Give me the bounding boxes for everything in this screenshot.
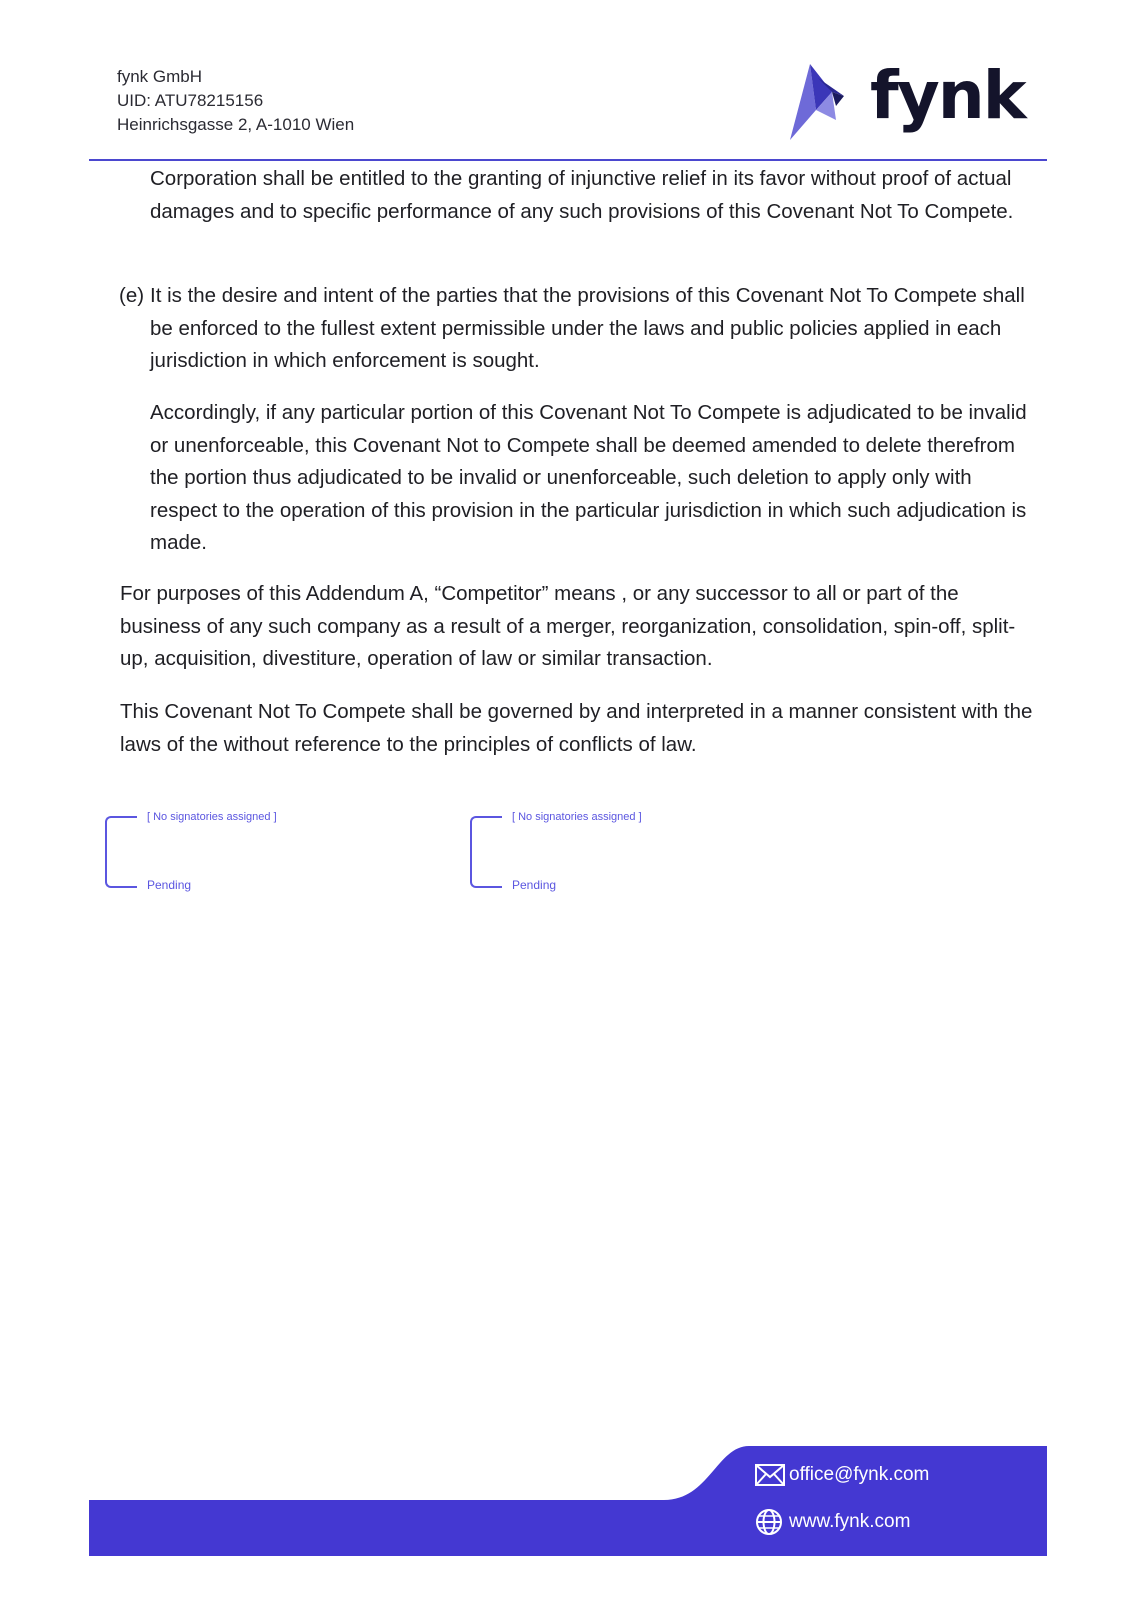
email-text: office@fynk.com <box>789 1464 930 1485</box>
paragraph-e-marker: (e) <box>119 284 145 307</box>
paragraph-e-text: It is the desire and intent of the parties that the provisions of this Covenant Not To Compete shall be enforced to the fullest extent permissible under the laws and public policies applied in each jurisdiction in which enforcement is sought. <box>150 284 1025 372</box>
signatory-label: [ No signatories assigned ] <box>512 811 642 823</box>
fynk-logo <box>808 57 1025 142</box>
signature-status: Pending <box>147 878 192 892</box>
globe-icon <box>755 1508 783 1536</box>
envelope-icon <box>755 1464 785 1486</box>
paragraph-d-continued: Corporation shall be entitled to the granting of injunctive relief in its favor without proof of actual damages and to specific performance of any such provisions of this Covenant Not To Compete. <box>150 167 1014 223</box>
website-text: www.fynk.com <box>789 1511 911 1532</box>
paragraph-e-accordingly: Accordingly, if any particular portion of this Covenant Not To Compete is adjudicated to be invalid or unenforceable, this Covenant Not to Compete shall be deemed amended to delete therefrom the portion thus adjudicated to be invalid or unenforceable, such deletion to apply only with respect to the operation of this provision in the particular jurisdiction in which such adjudication is made. <box>150 401 1027 554</box>
footer-email[interactable] <box>755 1464 929 1486</box>
company-address: Heinrichsgasse 2, A-1010 Wien <box>117 115 355 134</box>
logo-wordmark: fynk <box>870 57 1025 134</box>
company-uid: UID: ATU78215156 <box>117 91 264 110</box>
signatory-label: [ No signatories assigned ] <box>147 811 277 823</box>
signature-status: Pending <box>512 878 557 892</box>
paragraph-competitor: For purposes of this Addendum A, “Competitor” means , or any successor to all or part of the business of any such company as a result of a merger, reorganization, consolidation, spin-off, split-up, acquisition, divestiture, operation of law or similar transaction. <box>120 582 1016 670</box>
bird-logo-icon <box>788 62 854 142</box>
footer-band <box>89 1446 1047 1556</box>
header-divider <box>89 159 1047 161</box>
paragraph-governing-law: This Covenant Not To Compete shall be governed by and interpreted in a manner consistent with the laws of the without reference to the principles of conflicts of law. <box>120 700 1033 756</box>
signature-bracket <box>105 816 137 888</box>
company-info <box>117 65 354 137</box>
signature-block-2[interactable] <box>470 811 770 896</box>
company-name: fynk GmbH <box>117 67 203 86</box>
signature-block-1[interactable] <box>105 811 405 896</box>
footer-website[interactable] <box>755 1508 910 1536</box>
signature-bracket <box>470 816 502 888</box>
paragraph-e <box>119 280 1040 378</box>
